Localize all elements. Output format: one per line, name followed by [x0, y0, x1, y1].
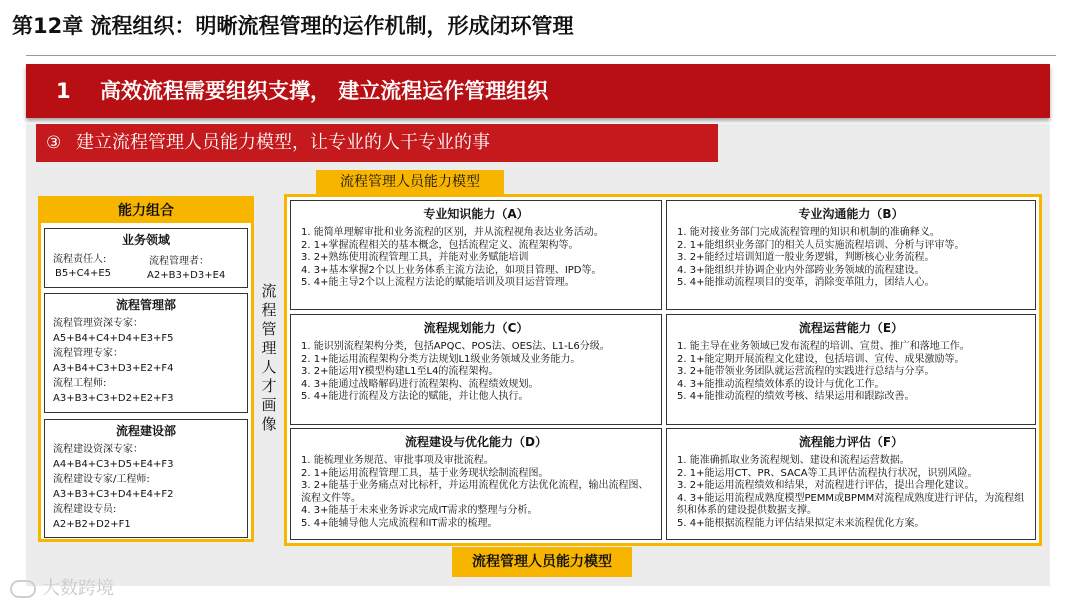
process-manager-value: A2+B3+D3+E4 — [147, 270, 226, 281]
build-line: 流程建设专家/工程师: — [53, 474, 150, 485]
chapter-title: 第12章 流程组织：明晰流程管理的运作机制，形成闭环管理 — [12, 14, 574, 38]
card-item: 3. 2+能运用Y模型构建L1至L4的流程架构。 — [301, 366, 499, 377]
watermark — [10, 574, 114, 604]
build-line: A2+B2+D2+F1 — [53, 519, 131, 530]
vertical-char: 才 — [261, 377, 277, 395]
vertical-char: 画 — [261, 396, 277, 414]
capability-card-f — [666, 428, 1036, 540]
card-item: 3. 2+能运用流程绩效和结果，对流程进行评估，提出合理化建议。 — [677, 480, 975, 491]
capability-card-c — [290, 314, 662, 425]
card-item: 3. 2+能带领业务团队就运营流程的实践进行总结与分享。 — [677, 366, 935, 377]
card-item: 1. 能准确抓取业务流程规划、建设和流程运营数据。 — [677, 455, 910, 466]
process-build-dept-title: 流程建设部 — [115, 424, 176, 438]
build-line: A3+B3+C3+D4+E4+F2 — [53, 489, 174, 500]
process-management-dept-title: 流程管理部 — [115, 298, 176, 312]
card-item: 1. 能梳理业务规范、审批事项及审批流程。 — [301, 455, 494, 466]
card-item: 3. 2+熟练使用流程管理工具，并能对业务赋能培训 — [301, 252, 529, 263]
card-item: 5. 4+能进行流程及方法论的赋能，并让他人执行。 — [301, 391, 529, 402]
card-item: 2. 1+能组织业务部门的相关人员实施流程培训、分析与评审等。 — [677, 239, 965, 251]
card-title: 流程规划能力（C） — [423, 321, 529, 335]
card-item: 2. 1+能运用CT、PR、SACA等工具评估流程执行状况，识别风险。 — [677, 467, 978, 479]
capability-card-d — [290, 428, 662, 540]
process-owner-label: 流程责任人: — [53, 254, 107, 265]
card-item: 3. 2+能基于业务痛点对比标杆，并运用流程优化方法优化流程，输出流程图、流程文件等。 — [301, 480, 649, 504]
card-item: 4. 3+能基于未来业务诉求完成IT需求的整理与分析。 — [301, 505, 538, 516]
section-number: 1 — [56, 79, 71, 103]
vertical-char: 像 — [261, 415, 277, 433]
card-title: 流程运营能力（E） — [798, 321, 904, 335]
process-build-dept-box — [44, 419, 248, 538]
card-item: 1. 能主导在业务领域已发布流程的培训、宣贯、推广和落地工作。 — [677, 341, 970, 352]
build-line: A4+B4+C3+D5+E4+F3 — [53, 459, 174, 470]
dept-line: 流程管理资深专家： — [53, 318, 143, 329]
card-title: 专业沟通能力（B） — [798, 207, 904, 221]
process-manager-label: 流程管理者： — [149, 256, 209, 267]
card-item: 5. 4+能根据流程能力评估结果拟定未来流程优化方案。 — [677, 517, 925, 529]
build-line: 流程建设资深专家： — [53, 444, 143, 455]
business-domain-title: 业务领域 — [121, 233, 170, 247]
card-item: 5. 4+能辅导他人完成流程和IT需求的梳理。 — [301, 517, 498, 529]
watermark-text: 大数跨境 — [42, 578, 114, 599]
card-item: 2. 1+能定期开展流程文化建设，包括培训、宣传、成果激励等。 — [677, 353, 965, 365]
section-banner — [26, 64, 1050, 118]
card-item: 2. 1+掌握流程相关的基本概念，包括流程定义、流程架构等。 — [301, 239, 579, 251]
card-item: 2. 1+能运用流程架构分类方法规划L1级业务领域及业务能力。 — [301, 353, 581, 365]
capability-card-a — [290, 200, 662, 310]
dept-line: A3+B4+C3+D3+E2+F4 — [53, 363, 174, 374]
dept-line: A5+B4+C4+D4+E3+F5 — [53, 333, 174, 344]
card-title: 专业知识能力（A） — [423, 207, 529, 221]
process-management-dept-box — [44, 293, 248, 413]
card-item: 4. 3+能通过战略解码进行流程架构、流程绩效规划。 — [301, 378, 539, 390]
card-item: 4. 3+能运用流程成熟度模型PEMM或BPMM对流程成熟度进行评估，为流程组织和体系的建设提供数据支撑。 — [677, 492, 1025, 516]
vertical-char: 管 — [261, 320, 277, 338]
process-owner-value: B5+C4+E5 — [55, 268, 112, 279]
capability-card-b — [666, 200, 1036, 310]
vertical-char: 程 — [261, 301, 277, 319]
card-title: 流程能力评估（F） — [798, 435, 904, 449]
vertical-char: 流 — [261, 282, 277, 300]
card-item: 4. 3+能推动流程绩效体系的设计与优化工作。 — [677, 378, 885, 390]
capability-card-e — [666, 314, 1036, 425]
card-item: 3. 2+能经过培训知道一般业务逻辑，判断核心业务流程。 — [677, 252, 935, 263]
sub-banner-marker: ③ — [46, 133, 62, 153]
watermark-logo-icon — [10, 580, 36, 598]
card-item: 1. 能简单理解审批和业务流程的区别，并从流程视角表达业务活动。 — [301, 227, 604, 238]
model-caption: 流程管理人员能力模型 — [452, 547, 632, 577]
build-line: 流程建设专员: — [53, 504, 117, 515]
section-heading: 高效流程需要组织支撑， 建立流程运作管理组织 — [100, 79, 549, 103]
dept-line: 流程工程师: — [53, 378, 107, 389]
sub-banner — [36, 124, 718, 162]
card-item: 2. 1+能运用流程管理工具，基于业务现状绘制流程图。 — [301, 467, 549, 479]
card-item: 4. 3+能组织并协调企业内外部跨业务领域的流程建设。 — [677, 264, 925, 276]
dept-line: 流程管理专家： — [53, 348, 123, 359]
sub-banner-heading: 建立流程管理人员能力模型，让专业的人干专业的事 — [76, 132, 490, 153]
card-title: 流程建设与优化能力（D） — [405, 435, 547, 449]
title-divider — [26, 55, 1056, 56]
card-item: 4. 3+基本掌握2个以上业务体系主流方法论，如项目管理、IPD等。 — [301, 264, 602, 276]
card-item: 5. 4+能主导2个以上流程方法论的赋能培训及项目运营管理。 — [301, 277, 575, 288]
business-domain-box — [44, 228, 248, 288]
model-tab: 流程管理人员能力模型 — [316, 170, 504, 195]
vertical-char: 人 — [261, 358, 277, 376]
card-item: 5. 4+能推动流程项目的变革，消除变革阻力，团结人心。 — [677, 277, 935, 288]
card-item: 1. 能识别流程架构分类，包括APQC、POS法、OES法、L1-L6分级。 — [301, 341, 610, 352]
card-item: 5. 4+能推动流程的绩效考核、结果运用和跟踪改善。 — [677, 391, 915, 402]
vertical-char: 理 — [261, 339, 277, 357]
dept-line: A3+B3+C3+D2+E2+F3 — [53, 393, 174, 404]
card-item: 1. 能对接业务部门完成流程管理的知识和机制的准确释义。 — [677, 227, 940, 238]
talent-profile-vertical-label — [256, 282, 282, 434]
capability-combination-header: 能力组合 — [41, 199, 251, 223]
